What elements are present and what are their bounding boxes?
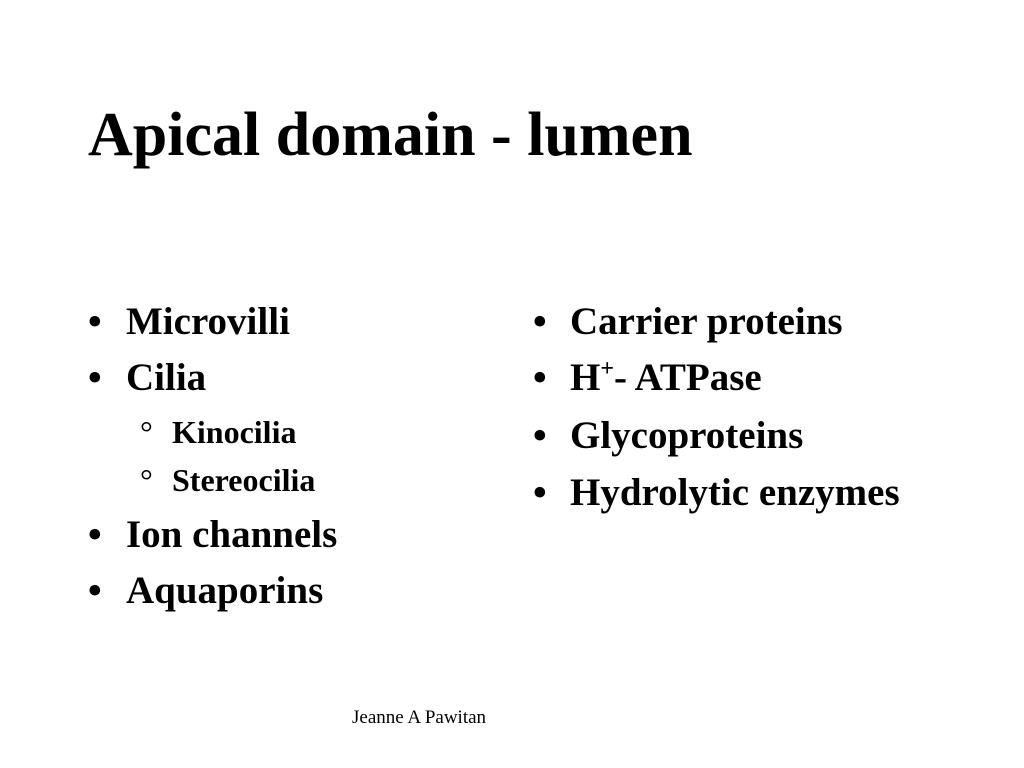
list-item-glycoproteins bbox=[533, 416, 953, 455]
sub-list-item-stereocilia bbox=[140, 464, 440, 496]
atpase-suffix: - ATPase bbox=[614, 356, 762, 399]
bullet-icon: • bbox=[88, 513, 102, 556]
list-item-aquaporins bbox=[88, 571, 508, 610]
sub-bullet-icon: ° bbox=[140, 462, 153, 498]
list-item-label bbox=[570, 358, 762, 403]
list-item-carrier-proteins bbox=[533, 302, 953, 341]
bullet-icon: • bbox=[88, 356, 102, 399]
bullet-icon: • bbox=[533, 414, 547, 457]
sub-list-item-kinocilia bbox=[140, 416, 440, 448]
list-item-label: Carrier proteins bbox=[570, 300, 843, 343]
list-item-label: Hydrolytic enzymes bbox=[570, 471, 900, 514]
slide-footer-author: Jeanne A Pawitan bbox=[352, 707, 487, 728]
bullet-icon: • bbox=[533, 471, 547, 514]
bullet-icon: • bbox=[88, 300, 102, 343]
list-item-label: Aquaporins bbox=[126, 569, 324, 612]
bullet-icon: • bbox=[533, 300, 547, 343]
atpase-superscript: + bbox=[600, 356, 615, 382]
list-item-ion-channels bbox=[88, 515, 508, 554]
sub-list-item-label: Kinocilia bbox=[172, 414, 297, 450]
bullet-icon: • bbox=[88, 569, 102, 612]
list-item-label: Microvilli bbox=[126, 300, 290, 343]
slide-title: Apical domain - lumen bbox=[88, 101, 693, 169]
list-item-h-atpase bbox=[533, 358, 953, 397]
list-item-label: Cilia bbox=[126, 356, 207, 399]
sub-bullet-icon: ° bbox=[140, 414, 153, 450]
list-item-microvilli bbox=[88, 302, 508, 341]
bullet-icon: • bbox=[533, 356, 547, 399]
sub-list-item-label: Stereocilia bbox=[172, 462, 316, 498]
list-item-cilia bbox=[88, 358, 508, 397]
list-item-label: Glycoproteins bbox=[570, 414, 804, 457]
atpase-base: H bbox=[570, 356, 601, 399]
list-item-hydrolytic-enzymes bbox=[533, 473, 953, 512]
list-item-label: Ion channels bbox=[126, 513, 338, 556]
